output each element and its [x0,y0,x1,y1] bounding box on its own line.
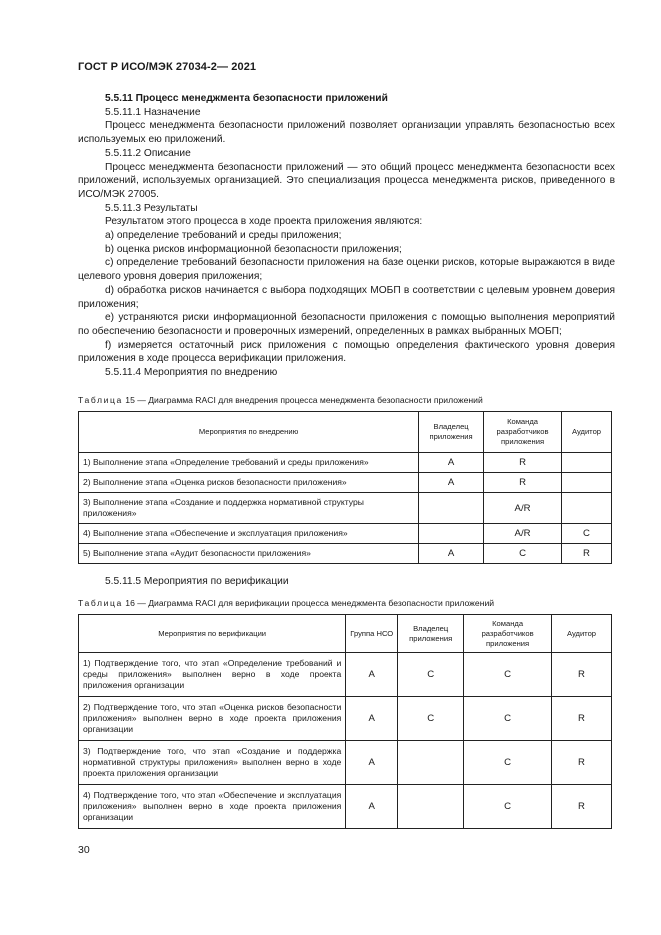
table-header-row [79,615,612,653]
table-row [79,697,612,741]
raci-cell [562,453,612,473]
raci-cell: R [552,741,612,785]
table-row [79,741,612,785]
column-header: Аудитор [552,615,612,653]
table-row [79,653,612,697]
subsection-heading: 5.5.11.1 Назначение [105,106,201,118]
raci-cell: A [419,453,484,473]
raci-cell: A/R [484,493,562,524]
activity-cell: 3) Выполнение этапа «Создание и поддержка нормативной структуры приложения» [79,493,419,524]
section-body [78,92,615,380]
raci-cell [419,524,484,544]
table1-caption-text: 15 — Диаграмма RACI для внедрения процесса менеджмента безопасности приложений [125,395,483,405]
table-row [79,473,612,493]
section-body-2 [78,575,615,589]
list-item: e) устраняются риски информационной безопасности приложения с помощью выполнения мероприятий по обеспечению безопасности и проверочных измерений, определенных в рамках выбранных МОБП; [78,312,615,337]
raci-cell: A [346,653,398,697]
activity-cell: 5) Выполнение этапа «Аудит безопасности приложения» [79,544,419,564]
page-number: 30 [78,844,90,856]
table2-caption [78,598,494,608]
table-row [79,524,612,544]
raci-cell [419,493,484,524]
raci-cell: C [464,653,552,697]
raci-cell: C [398,653,464,697]
table-row [79,493,612,524]
raci-cell: A [346,741,398,785]
raci-cell: R [552,697,612,741]
raci-cell: C [562,524,612,544]
activity-cell: 3) Подтверждение того, что этап «Создание и поддержка нормативной структуры приложения» выполнен верно в ходе проекта приложения организации [79,741,346,785]
raci-cell: R [562,544,612,564]
activity-cell: 1) Подтверждение того, что этап «Определение требований и среды приложения» выполнен верно в ходе проекта приложения организации [79,653,346,697]
list-item: b) оценка рисков информационной безопасности приложения; [105,243,402,255]
raci-cell: R [484,473,562,493]
raci-table-verification [78,614,612,829]
raci-cell: A/R [484,524,562,544]
table-header-row [79,412,612,453]
column-header: Команда разработчиков приложения [484,412,562,453]
raci-cell: C [464,741,552,785]
list-item: f) измеряется остаточный риск приложения с помощью определения фактического уровня доверия приложения в ходе процесса верификации приложения. [78,339,615,365]
column-header: Аудитор [562,412,612,453]
activity-cell: 2) Выполнение этапа «Оценка рисков безопасности приложения» [79,473,419,493]
column-header: Мероприятия по верификации [79,615,346,653]
subsection-heading: 5.5.11.4 Мероприятия по внедрению [105,367,278,379]
subsection-heading: 5.5.11.2 Описание [105,147,191,159]
table2-caption-label: Таблица [78,598,123,608]
activity-cell: 1) Выполнение этапа «Определение требований и среды приложения» [79,453,419,473]
raci-cell: A [346,697,398,741]
raci-cell [562,493,612,524]
raci-cell [562,473,612,493]
subsection-heading: 5.5.11.5 Мероприятия по верификации [105,576,289,587]
table1-caption-label: Таблица [78,395,123,405]
table-row [79,453,612,473]
activity-cell: 4) Подтверждение того, что этап «Обеспечение и эксплуатация приложения» выполнен верно в ходе проекта приложения организации [79,785,346,829]
raci-cell: A [346,785,398,829]
raci-cell [398,741,464,785]
raci-cell: C [464,785,552,829]
table-row [79,544,612,564]
column-header: Владелец приложения [398,615,464,653]
raci-cell: A [419,544,484,564]
raci-cell: C [398,697,464,741]
column-header: Команда разработчиков приложения [464,615,552,653]
table-row [79,785,612,829]
column-header: Мероприятия по внедрению [79,412,419,453]
activity-cell: 4) Выполнение этапа «Обеспечение и эксплуатация приложения» [79,524,419,544]
table1-caption [78,395,483,405]
activity-cell: 2) Подтверждение того, что этап «Оценка рисков безопасности приложения» выполнен верно в ходе проекта приложения организации [79,697,346,741]
raci-cell: R [484,453,562,473]
paragraph: Процесс менеджмента безопасности приложений — это общий процесс менеджмента безопасности всех приложений, используемых организацией. Это специализация процесса менеджмента рисков, приведенного в ИСО/МЭК 27005. [78,161,615,200]
paragraph: Результатом этого процесса в ходе проекта приложения являются: [105,216,423,228]
raci-cell: C [464,697,552,741]
raci-cell: A [419,473,484,493]
table2-caption-text: 16 — Диаграмма RACI для верификации процесса менеджмента безопасности приложений [125,598,495,608]
list-item: d) обработка рисков начинается с выбора подходящих МОБП в соответствии с целевым уровнем доверия приложения; [78,284,615,310]
raci-cell [398,785,464,829]
list-item: a) определение требований и среды приложения; [105,230,342,242]
list-item: c) определение требований безопасности приложения на базе оценки рисков, которые выражаются в виде целевого уровня доверия приложения; [78,257,615,283]
raci-cell: C [484,544,562,564]
raci-table-implementation [78,411,612,564]
column-header: Группа НСО [346,615,398,653]
column-header: Владелец приложения [419,412,484,453]
raci-cell: R [552,653,612,697]
subsection-heading: 5.5.11.3 Результаты [105,202,198,214]
raci-cell: R [552,785,612,829]
standard-header: ГОСТ Р ИСО/МЭК 27034-2— 2021 [78,61,257,73]
paragraph: Процесс менеджмента безопасности приложений позволяет организации управлять безопасностью всех используемых ею приложений. [78,120,615,146]
section-heading: 5.5.11 Процесс менеджмента безопасности приложений [105,93,388,104]
